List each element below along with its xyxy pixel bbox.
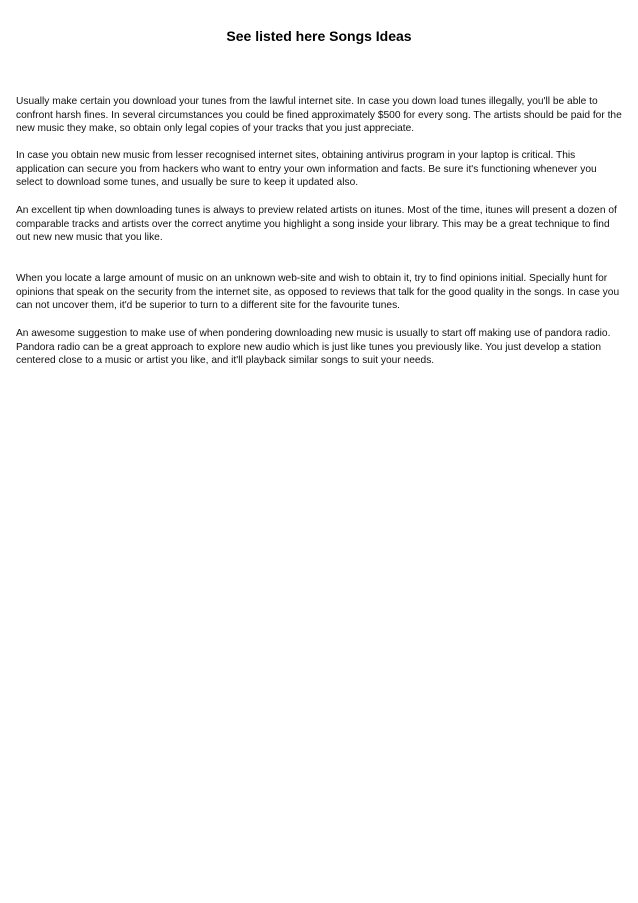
paragraph-1: Usually make certain you download your tunes from the lawful internet site. In case you down load tunes illegally, you'll be able to confront harsh fines. In several circumstances you could be fined approximately $500 for every song. The artists should be paid for the new music they make, so obtain only legal copies of your tracks that you just appreciate. xyxy=(16,96,622,134)
paragraph-5: An awesome suggestion to make use of when pondering downloading new music is usually to start off making use of pandora radio. Pandora radio can be a great approach to explore new audio which is just like tunes you previously like. You just develop a station centered close to a music or artist you like, and it'll playback similar songs to suit your needs. xyxy=(16,328,611,366)
paragraph-2: In case you obtain new music from lesser recognised internet sites, obtaining antivirus program in your laptop is critical. This application can secure you from hackers who want to entry your own information and facts. Be sure it's functioning whenever you select to download some tunes, and usually be sure to keep it updated also. xyxy=(16,150,597,188)
page-title: See listed here Songs Ideas xyxy=(226,28,412,44)
paragraph-3: An excellent tip when downloading tunes is always to preview related artists on itunes. Most of the time, itunes will present a dozen of comparable tracks and artists over the correct anytime you highlight a song inside your library. This may be a great technique to find out new new music that you like. xyxy=(16,205,617,243)
paragraph-4: When you locate a large amount of music on an unknown web-site and wish to obtain it, try to find opinions initial. Specially hunt for opinions that speak on the security from the internet site, as opposed to reviews that talk for the good quality in the songs. In case you can not uncover them, it'd be superior to turn to a different site for the favourite tunes. xyxy=(16,273,620,311)
